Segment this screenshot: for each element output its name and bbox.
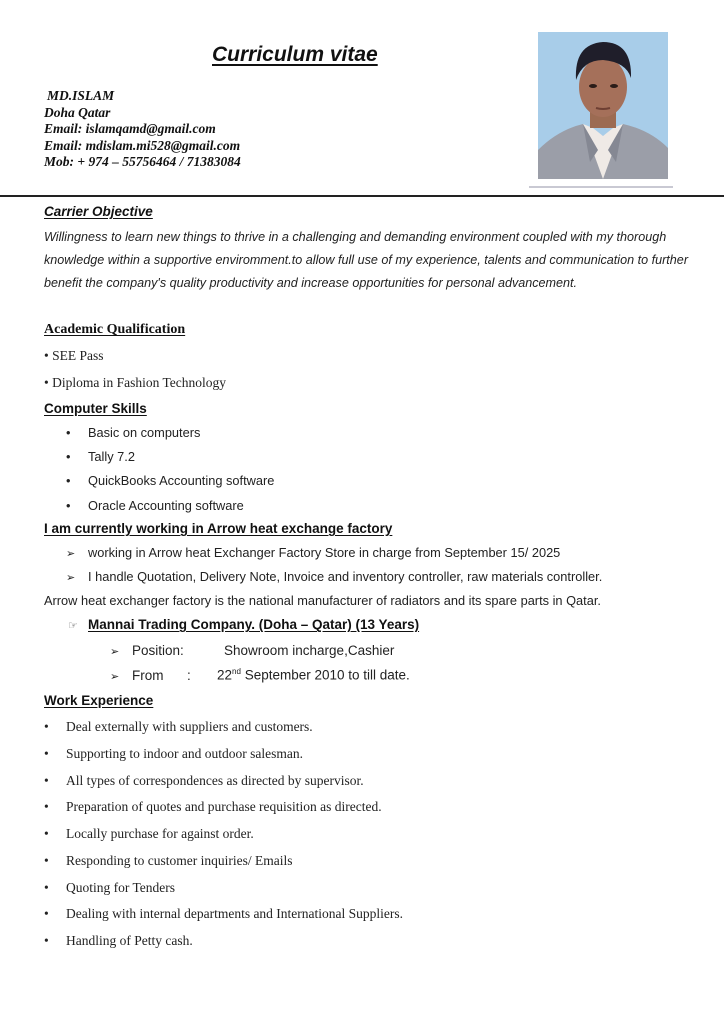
- work-item-text: Handling of Petty cash.: [66, 933, 193, 948]
- skill-item-text: Basic on computers: [88, 425, 201, 440]
- academic-heading: Academic Qualification: [44, 322, 186, 337]
- bullet-icon: •: [44, 933, 49, 948]
- position-label: Position:: [132, 643, 184, 658]
- bullet-icon: •: [66, 425, 71, 440]
- work-item-text: Preparation of quotes and purchase requisition as directed.: [66, 799, 382, 814]
- from-colon: :: [187, 667, 191, 683]
- work-item-text: Deal externally with suppliers and customers.: [66, 719, 313, 734]
- from-row: [110, 667, 410, 683]
- bullet-icon: •: [66, 449, 71, 464]
- work-item: [44, 853, 292, 869]
- skill-item-text: QuickBooks Accounting software: [88, 473, 275, 488]
- objective-heading: Carrier Objective: [44, 204, 153, 219]
- work-item: [44, 826, 254, 842]
- work-item: [44, 933, 193, 949]
- work-item-text: Dealing with internal departments and International Suppliers.: [66, 906, 404, 921]
- arrow-bullet-icon: ➢: [110, 670, 120, 683]
- work-item: [44, 746, 303, 762]
- work-item: [44, 773, 364, 789]
- bullet-icon: •: [44, 853, 49, 868]
- position-row: [110, 643, 394, 658]
- skill-item: [66, 473, 274, 488]
- work-item: [44, 906, 403, 922]
- work-item-text: Locally purchase for against order.: [66, 826, 254, 841]
- previous-job-company: [68, 617, 419, 632]
- pointing-hand-icon: ☞: [68, 620, 78, 632]
- academic-item: [44, 375, 226, 391]
- bullet-icon: •: [44, 348, 49, 363]
- bullet-icon: •: [44, 799, 49, 814]
- computer-skills-heading: Computer Skills: [44, 401, 147, 416]
- arrow-bullet-icon: ➢: [110, 646, 120, 658]
- bullet-icon: •: [66, 473, 71, 488]
- email-secondary: Email: mdislam.mi528@gmail.com: [44, 138, 241, 153]
- work-item-text: Supporting to indoor and outdoor salesman.: [66, 746, 303, 761]
- photo-underline: [529, 186, 673, 188]
- mobile-number: Mob: + 974 – 55756464 / 71383084: [44, 154, 241, 169]
- bullet-icon: •: [44, 746, 49, 761]
- current-job-item-text: working in Arrow heat Exchanger Factory Store in charge from September 15/ 2025: [88, 545, 561, 560]
- from-day: 22: [217, 667, 233, 683]
- arrow-bullet-icon: ➢: [66, 572, 76, 584]
- from-rest: September 2010 to till date.: [240, 667, 410, 683]
- work-item: [44, 719, 313, 735]
- from-day-suffix: nd: [232, 667, 241, 676]
- skill-item: [66, 498, 244, 513]
- skill-item-text: Tally 7.2: [88, 449, 135, 464]
- bullet-icon: •: [44, 773, 49, 788]
- bullet-icon: •: [44, 375, 49, 390]
- current-job-heading: I am currently working in Arrow heat exchange factory: [44, 521, 393, 536]
- academic-item-text: Diploma in Fashion Technology: [52, 375, 227, 390]
- email-primary: Email: islamqamd@gmail.com: [44, 121, 216, 136]
- header-divider: [0, 195, 724, 197]
- company-name: Mannai Trading Company. (Doha – Qatar) (13 Years): [88, 617, 420, 632]
- portrait-image: [538, 32, 668, 179]
- academic-item: [44, 348, 104, 364]
- objective-text: Willingness to learn new things to thrive in a challenging and demanding environment coupled with my thorough knowledge within a supportive enviromment.to allow full use of my experience, talents and communication to further benefit the company's quality productivity and increase opportunities for personal advancement.: [44, 230, 689, 290]
- work-experience-heading: Work Experience: [44, 693, 154, 708]
- bullet-icon: •: [44, 906, 49, 921]
- skill-item: [66, 449, 135, 464]
- position-value: Showroom incharge,Cashier: [224, 643, 395, 658]
- skill-item-text: Oracle Accounting software: [88, 498, 244, 513]
- arrow-bullet-icon: ➢: [66, 548, 76, 560]
- page-title: Curriculum vitae: [212, 43, 378, 66]
- bullet-icon: •: [44, 719, 49, 734]
- current-job-item: [66, 569, 602, 584]
- current-job-item: [66, 545, 560, 560]
- work-item-text: Responding to customer inquiries/ Emails: [66, 853, 293, 868]
- current-job-item-text: I handle Quotation, Delivery Note, Invoice and inventory controller, raw materials controller.: [88, 569, 603, 584]
- work-item-text: All types of correspondences as directed by supervisor.: [66, 773, 364, 788]
- work-item: [44, 880, 175, 896]
- candidate-location: Doha Qatar: [44, 105, 111, 120]
- skill-item: [66, 425, 200, 440]
- bullet-icon: •: [44, 880, 49, 895]
- work-item-text: Quoting for Tenders: [66, 880, 176, 895]
- bullet-icon: •: [66, 498, 71, 513]
- academic-item-text: SEE Pass: [52, 348, 104, 363]
- work-item: [44, 799, 382, 815]
- profile-photo: [538, 32, 668, 179]
- from-label: From: [132, 667, 164, 683]
- bullet-icon: •: [44, 826, 49, 841]
- candidate-name: MD.ISLAM: [47, 88, 115, 103]
- current-job-note: Arrow heat exchanger factory is the national manufacturer of radiators and its spare parts in Qatar.: [44, 593, 601, 608]
